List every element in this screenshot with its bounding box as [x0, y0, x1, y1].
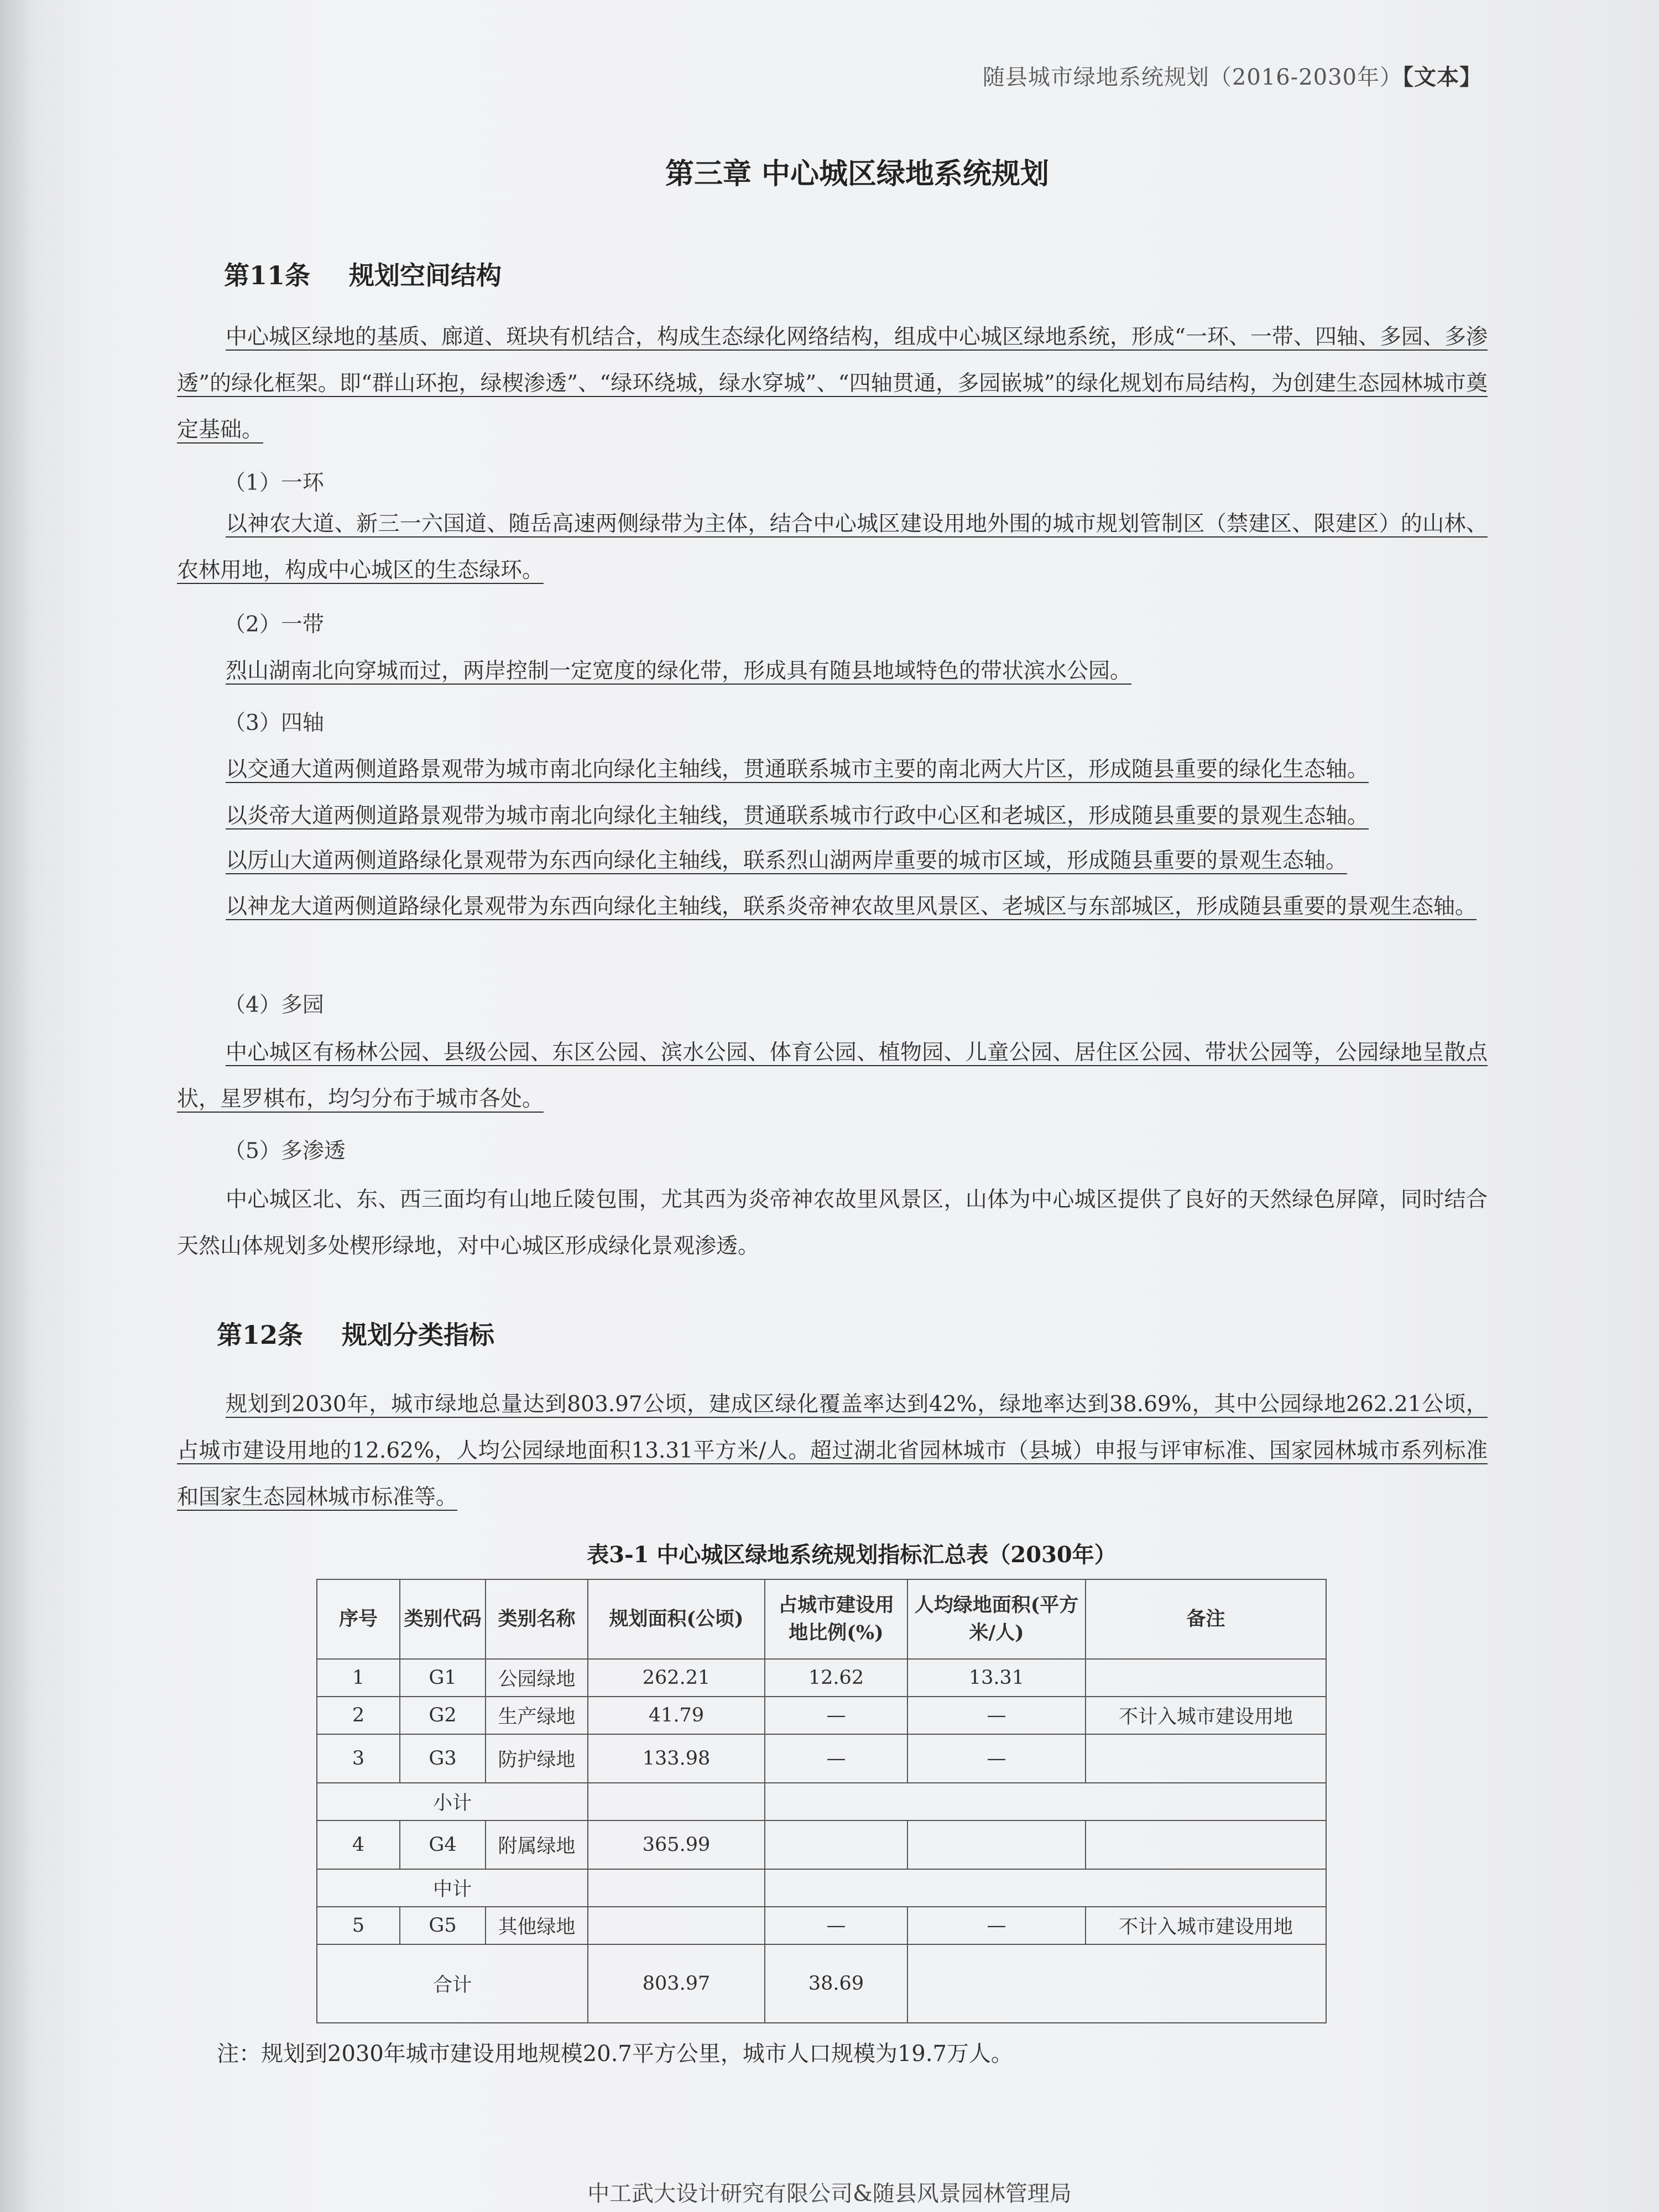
section-3-text-3 — [177, 838, 1488, 884]
section-2-title: （2）一带 — [224, 612, 324, 637]
section-3-title: （3）四轴 — [224, 711, 324, 735]
cell-name: 附属绿地 — [486, 1820, 588, 1869]
article-11-intro-text: 中心城区绿地的基质、廊道、斑块有机结合，构成生态绿化网络结构，组成中心城区绿地系统，形成“一环、一带、四轴、多园、多渗透”的绿化框架。即“群山环抱，绿楔渗透”、“绿环绕城，绿水穿城”、“四轴贯通，多园嵌城”的绿化规划布局结构，为创建生态园林城市奠定基础。 — [177, 325, 1488, 442]
total-row — [317, 1944, 1326, 2023]
table-row — [317, 1734, 1326, 1783]
total-area: 803.97 — [588, 1944, 765, 2023]
cell-area: 262.21 — [588, 1659, 765, 1697]
section-4-text-content: 中心城区有杨林公园、县级公园、东区公园、滨水公园、体育公园、植物园、儿童公园、居住区公园、带状公园等，公园绿地呈散点状，星罗棋布，均匀分布于城市各处。 — [177, 1040, 1488, 1112]
article-11-title: 规划空间结构 — [349, 260, 502, 290]
article-11-heading — [224, 255, 502, 292]
section-5-title: （5）多渗透 — [224, 1139, 346, 1164]
table-row — [317, 1820, 1326, 1869]
header-ratio: 占城市建设用地比例(%) — [765, 1579, 907, 1659]
cell-remark — [1086, 1820, 1326, 1869]
table-title: 表3-1 中心城区绿地系统规划指标汇总表（2030年） — [587, 1542, 1117, 1568]
page-header — [983, 60, 1482, 91]
section-4-title: （4）多园 — [224, 993, 324, 1018]
header-name: 类别名称 — [486, 1579, 588, 1659]
table-row — [317, 1907, 1326, 1944]
cell-no: 3 — [317, 1734, 400, 1783]
header-area: 规划面积(公顷) — [588, 1579, 765, 1659]
cell-code: G4 — [400, 1820, 486, 1869]
table-row — [317, 1659, 1326, 1697]
section-3-text-2 — [177, 793, 1488, 839]
cell-per-capita — [907, 1820, 1086, 1869]
article-12-number: 第12条 — [217, 1320, 304, 1350]
cell-no: 5 — [317, 1907, 400, 1944]
cell-area — [588, 1907, 765, 1944]
total-label: 合计 — [317, 1944, 588, 2023]
cell-per-capita: — — [907, 1734, 1086, 1783]
midtotal-label: 中计 — [317, 1869, 588, 1907]
section-3-text-3-content: 以厉山大道两侧道路绿化景观带为东西向绿化主轴线，联系烈山湖两岸重要的城市区域，形成随县重要的景观生态轴。 — [226, 848, 1348, 873]
article-12-heading — [217, 1315, 494, 1352]
cell-area: 41.79 — [588, 1697, 765, 1734]
cell-name: 其他绿地 — [486, 1907, 588, 1944]
section-3-text-4 — [177, 884, 1488, 930]
section-4-text — [177, 1030, 1488, 1123]
cell-per-capita: — — [907, 1907, 1086, 1944]
cell-remark: 不计入城市建设用地 — [1086, 1697, 1326, 1734]
header-code: 类别代码 — [400, 1579, 486, 1659]
cell-ratio: 12.62 — [765, 1659, 907, 1697]
article-12-title: 规划分类指标 — [342, 1320, 495, 1350]
subtotal-rest — [765, 1783, 1326, 1820]
header-remark: 备注 — [1086, 1579, 1326, 1659]
cell-ratio: — — [765, 1697, 907, 1734]
article-11-number: 第11条 — [224, 260, 311, 290]
section-1-text-content: 以神农大道、新三一六国道、随岳高速两侧绿带为主体，结合中心城区建设用地外围的城市规划管制区（禁建区、限建区）的山林、农林用地，构成中心城区的生态绿环。 — [177, 512, 1488, 583]
section-3-text-4-content: 以神龙大道两侧道路绿化景观带为东西向绿化主轴线，联系炎帝神农故里风景区、老城区与东部城区，形成随县重要的景观生态轴。 — [226, 894, 1477, 919]
section-1-title: （1）一环 — [224, 471, 324, 495]
midtotal-rest — [765, 1869, 1326, 1907]
section-3-text-2-content: 以炎帝大道两侧道路景观带为城市南北向绿化主轴线，贯通联系城市行政中心区和老城区，形成随县重要的景观生态轴。 — [226, 804, 1369, 828]
cell-code: G5 — [400, 1907, 486, 1944]
subtotal-area — [588, 1783, 765, 1820]
cell-ratio — [765, 1820, 907, 1869]
cell-no: 1 — [317, 1659, 400, 1697]
header-per-capita: 人均绿地面积(平方米/人) — [907, 1579, 1086, 1659]
table-header-row — [317, 1579, 1326, 1659]
header-no: 序号 — [317, 1579, 400, 1659]
cell-per-capita: 13.31 — [907, 1659, 1086, 1697]
section-3-text-1 — [177, 747, 1488, 793]
cell-remark — [1086, 1734, 1326, 1783]
section-2-text-content: 烈山湖南北向穿城而过，两岸控制一定宽度的绿化带，形成具有随县地域特色的带状滨水公园。 — [226, 659, 1132, 684]
cell-area: 365.99 — [588, 1820, 765, 1869]
cell-name: 公园绿地 — [486, 1659, 588, 1697]
article-12-text-content: 规划到2030年，城市绿地总量达到803.97公顷，建成区绿化覆盖率达到42%，绿地率达到38.69%，其中公园绿地262.21公顷，占城市建设用地的12.62%，人均公园绿地面积13.31平方米/人。超过湖北省园林城市（县城）申报与评审标准、国家园林城市系列标准和国家生态园林城市标准等。 — [177, 1392, 1488, 1510]
cell-remark — [1086, 1659, 1326, 1697]
midtotal-area — [588, 1869, 765, 1907]
total-ratio: 38.69 — [765, 1944, 907, 2023]
cell-code: G3 — [400, 1734, 486, 1783]
cell-no: 4 — [317, 1820, 400, 1869]
subtotal-label: 小计 — [317, 1783, 588, 1820]
cell-area: 133.98 — [588, 1734, 765, 1783]
cell-remark: 不计入城市建设用地 — [1086, 1907, 1326, 1944]
table-note: 注：规划到2030年城市建设用地规模20.7平方公里，城市人口规模为19.7万人。 — [217, 2041, 1013, 2067]
cell-code: G2 — [400, 1697, 486, 1734]
page-footer: 中工武大设计研究有限公司&随县风景园林管理局 — [587, 2181, 1072, 2206]
cell-ratio: — — [765, 1734, 907, 1783]
cell-name: 防护绿地 — [486, 1734, 588, 1783]
header-tag: 【文本】 — [1402, 64, 1482, 90]
section-2-text — [177, 648, 1488, 695]
midtotal-row — [317, 1869, 1326, 1907]
article-11-intro — [177, 314, 1488, 453]
chapter-title: 第三章 中心城区绿地系统规划 — [665, 157, 1050, 191]
total-rest — [907, 1944, 1326, 2023]
cell-code: G1 — [400, 1659, 486, 1697]
section-3-text-1-content: 以交通大道两侧道路景观带为城市南北向绿化主轴线，贯通联系城市主要的南北两大片区，形成随县重要的绿化生态轴。 — [226, 757, 1369, 782]
article-12-text — [177, 1381, 1488, 1521]
cell-per-capita: — — [907, 1697, 1086, 1734]
section-1-text — [177, 501, 1488, 594]
metrics-table — [316, 1579, 1327, 2023]
cell-name: 生产绿地 — [486, 1697, 588, 1734]
header-title: 随县城市绿地系统规划（2016-2030年） — [982, 65, 1402, 90]
section-5-text: 中心城区北、东、西三面均有山地丘陵包围，尤其西为炎帝神农故里风景区，山体为中心城区提供了良好的天然绿色屏障，同时结合天然山体规划多处楔形绿地，对中心城区形成绿化景观渗透。 — [177, 1187, 1488, 1259]
subtotal-row — [317, 1783, 1326, 1820]
cell-no: 2 — [317, 1697, 400, 1734]
cell-ratio: — — [765, 1907, 907, 1944]
table-row — [317, 1697, 1326, 1734]
